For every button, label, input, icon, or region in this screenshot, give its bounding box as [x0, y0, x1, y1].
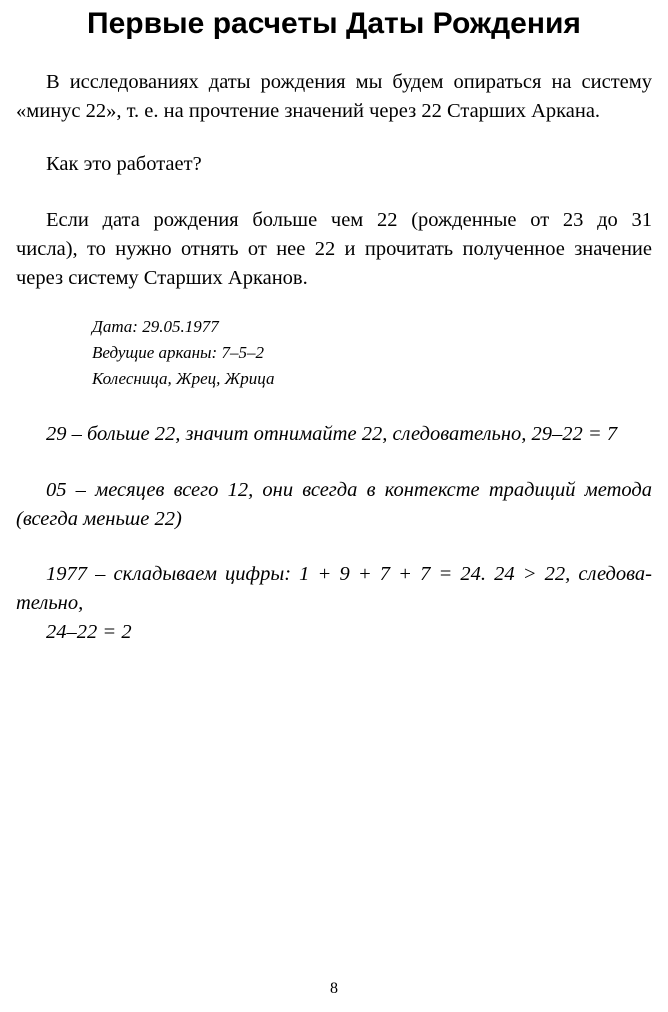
- example-date: Дата: 29.05.1977: [92, 317, 219, 336]
- page-title: Первые расчеты Даты Рождения: [87, 7, 581, 40]
- month-explanation-line-2: (всегда меньше 22): [16, 508, 182, 530]
- intro-paragraph: [16, 68, 652, 126]
- year-explanation-line-2: тельно,: [16, 592, 84, 614]
- year-explanation-line-3: 24–22 = 2: [46, 621, 132, 643]
- example-arcana-names: Колесница, Жрец, Жрица: [92, 369, 275, 388]
- example-block: [92, 314, 274, 392]
- page-number: 8: [330, 980, 338, 997]
- intro-line-2: «минус 22», т. е. на прочтение значений через 22 Старших Аркана.: [16, 100, 601, 122]
- month-explanation-line-1: 05 – месяцев всего 12, они всегда в контексте традиций метода: [46, 479, 652, 501]
- rule-line-1: Если дата рождения больше чем 22 (рожденные от 23 до 31: [46, 209, 652, 231]
- month-explanation: [16, 476, 652, 534]
- rule-paragraph: [16, 206, 652, 293]
- example-arcana: Ведущие арканы: 7–5–2: [92, 343, 264, 362]
- year-explanation-line-1: 1977 – складываем цифры: 1 + 9 + 7 + 7 = 24. 24 > 22, следова-: [46, 563, 652, 585]
- question-line: Как это работает?: [46, 153, 202, 175]
- year-explanation: [16, 560, 652, 647]
- question-paragraph: [16, 150, 652, 179]
- rule-line-3: через систему Старших Арканов.: [16, 267, 308, 289]
- intro-line-1: В исследованиях даты рождения мы будем опираться на систему: [46, 71, 652, 93]
- day-explanation: [16, 420, 652, 449]
- rule-line-2: числа), то нужно отнять от нее 22 и прочитать полученное значение: [16, 238, 652, 260]
- day-explanation-line: 29 – больше 22, значит отнимайте 22, следовательно, 29–22 = 7: [46, 423, 618, 445]
